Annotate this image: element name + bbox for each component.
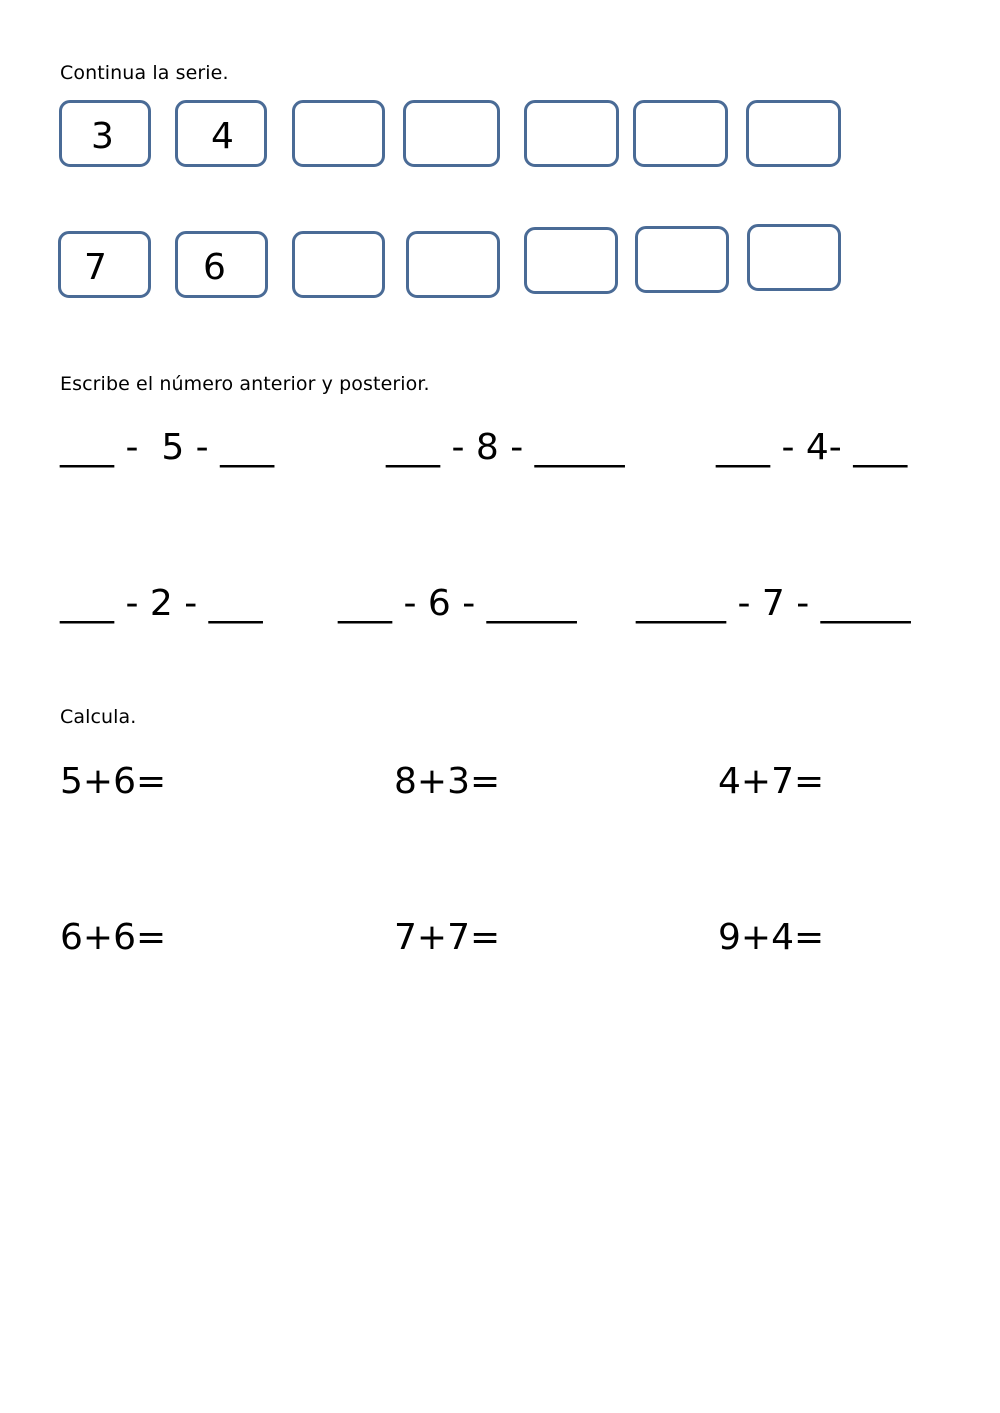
neighbors-item[interactable]: ___ - 4- ___ xyxy=(716,427,908,468)
series-number: 3 xyxy=(91,116,114,157)
neighbors-heading: Escribe el número anterior y posterior. xyxy=(60,373,430,395)
series-row2-box7[interactable] xyxy=(747,224,841,291)
series-row2-box3[interactable] xyxy=(292,231,385,298)
series-number: 6 xyxy=(203,247,226,288)
series-row2-box5[interactable] xyxy=(524,227,618,294)
series-row1-box2[interactable] xyxy=(175,100,267,167)
series-number: 7 xyxy=(84,247,107,288)
calc-item[interactable]: 8+3= xyxy=(394,761,501,802)
calc-item[interactable]: 7+7= xyxy=(394,917,501,958)
series-row1-box7[interactable] xyxy=(746,100,841,167)
series-row2-box4[interactable] xyxy=(406,231,500,298)
neighbors-item[interactable]: ___ - 6 - _____ xyxy=(338,583,577,624)
calc-item[interactable]: 6+6= xyxy=(60,917,167,958)
series-row1-box6[interactable] xyxy=(633,100,728,167)
neighbors-item[interactable]: _____ - 7 - _____ xyxy=(636,583,911,624)
neighbors-item[interactable]: ___ - 8 - _____ xyxy=(386,427,625,468)
neighbors-item[interactable]: ___ - 5 - ___ xyxy=(60,427,275,468)
series-row1-box3[interactable] xyxy=(292,100,385,167)
series-row1-box1[interactable] xyxy=(59,100,151,167)
series-number: 4 xyxy=(211,116,234,157)
neighbors-item[interactable]: ___ - 2 - ___ xyxy=(60,583,263,624)
series-row2-box2[interactable] xyxy=(175,231,268,298)
calc-item[interactable]: 9+4= xyxy=(718,917,825,958)
series-row1-box4[interactable] xyxy=(403,100,500,167)
series-row1-box5[interactable] xyxy=(524,100,619,167)
calc-heading: Calcula. xyxy=(60,706,137,728)
series-row2-box1[interactable] xyxy=(58,231,151,298)
series-heading: Continua la serie. xyxy=(60,62,229,84)
calc-item[interactable]: 5+6= xyxy=(60,761,167,802)
series-row2-box6[interactable] xyxy=(635,226,729,293)
calc-item[interactable]: 4+7= xyxy=(718,761,825,802)
